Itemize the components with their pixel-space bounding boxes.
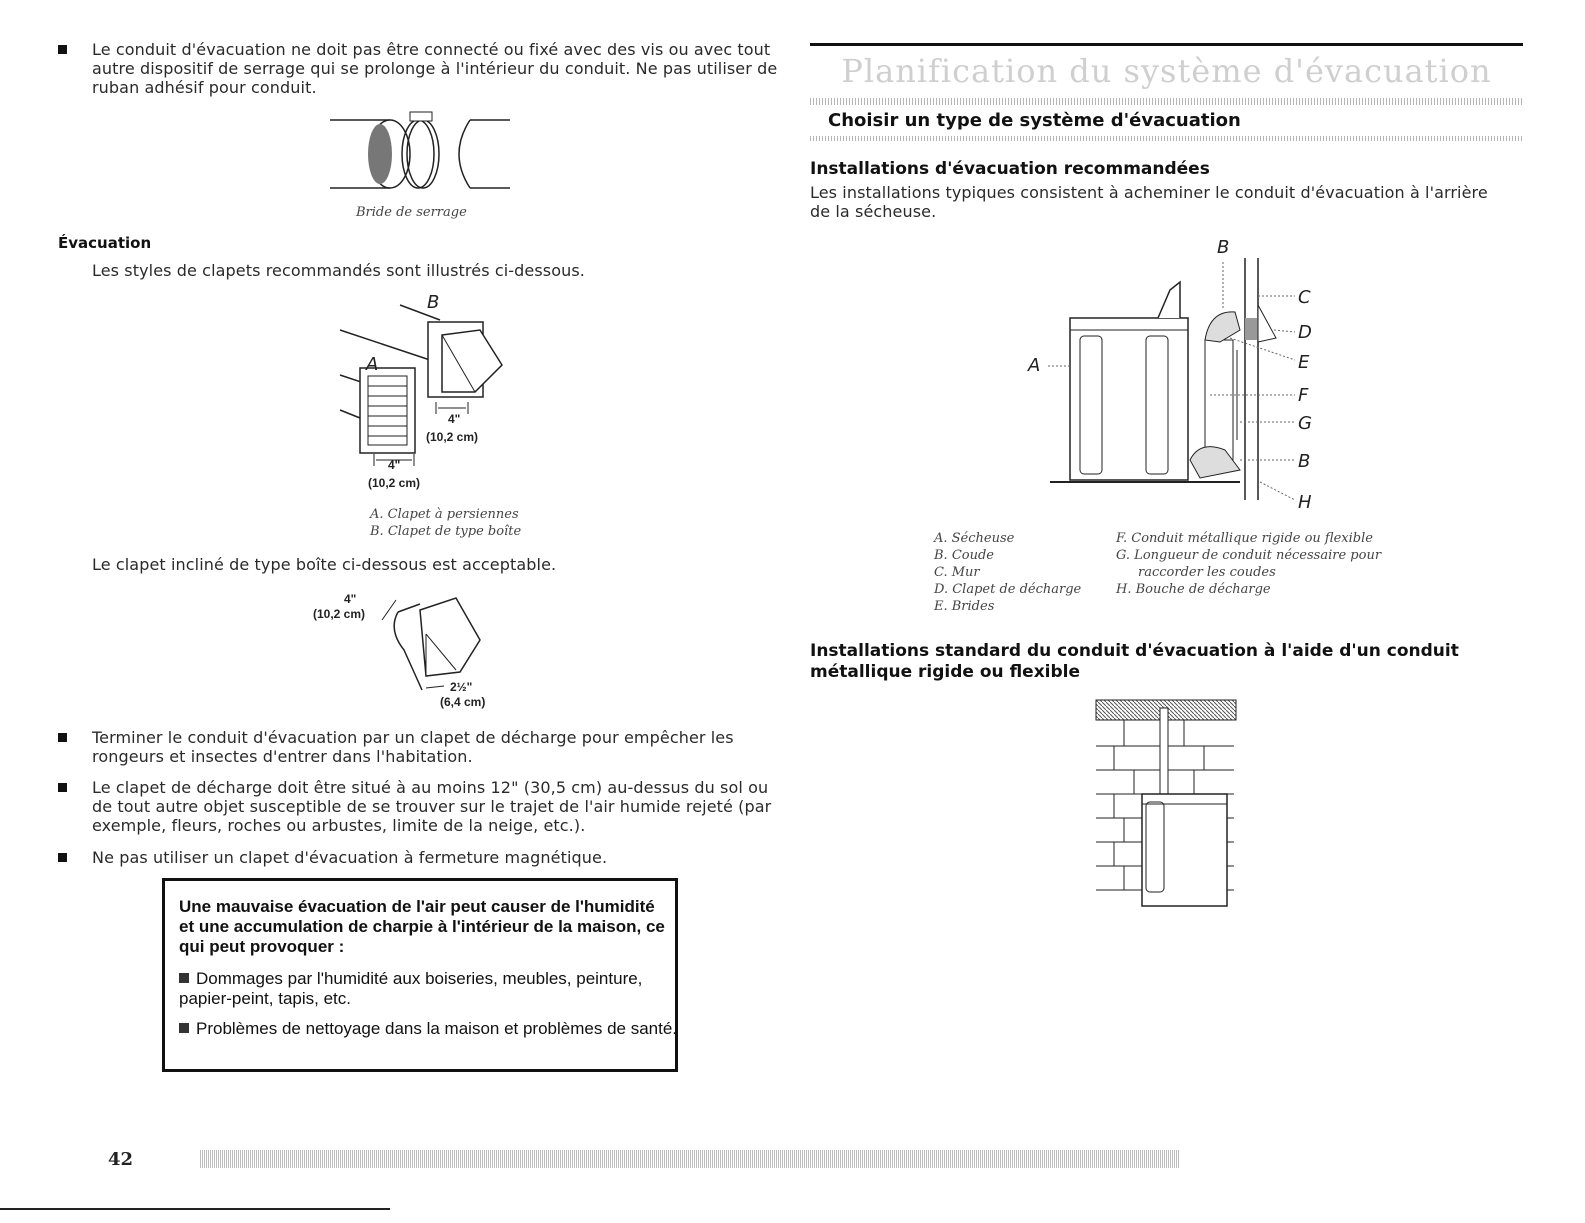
recommended-heading: Installations d'évacuation recommandées — [810, 159, 1210, 179]
section-title-bar — [810, 98, 1523, 105]
bullet-text: Le clapet de décharge doit être situé à au moins 12" (30,5 cm) au-dessus du sol ou de tout autre objet susceptible de se trouver sur le trajet de l'air humide rejeté (par exemple, fleurs, roches ou arbustes, limite de la neige, etc.). — [92, 778, 772, 835]
section-top-rule — [810, 43, 1523, 46]
standard-heading: Installations standard du conduit d'évacuation à l'aide d'un conduit métallique rigide ou flexible — [810, 641, 1459, 682]
footer-bar — [200, 1150, 1180, 1168]
diagram-label-g: G — [1298, 413, 1312, 434]
evacuation-intro: Les styles de clapets recommandés sont illustrés ci-dessous. — [92, 261, 585, 280]
angled-dim-cm-1: (10,2 cm) — [313, 607, 366, 621]
angled-dim-in-2: 2½" — [450, 680, 473, 694]
diagram-label-d: D — [1298, 322, 1312, 343]
hood-dim-in-2: 4" — [388, 458, 401, 472]
bullet-terminate — [58, 728, 778, 766]
bullet-height — [58, 778, 778, 835]
bullet-square-icon — [58, 45, 67, 54]
clamp-illustration — [320, 110, 520, 200]
legend-item: A. Sécheuse — [934, 531, 1015, 546]
legend-item: E. Brides — [934, 599, 995, 614]
angled-hood-illustration — [360, 590, 510, 710]
diagram-label-h: H — [1298, 492, 1312, 513]
hood-label-a: A — [366, 354, 379, 375]
warning-item-text: Dommages par l'humidité aux boiseries, meubles, peinture, papier-peint, tapis, etc. — [179, 969, 643, 1008]
bullet-no-screws — [58, 40, 778, 97]
angled-dim-cm-2: (6,4 cm) — [440, 695, 486, 709]
diagram-label-f: F — [1298, 385, 1309, 406]
bullet-text: Ne pas utiliser un clapet d'évacuation à fermeture magnétique. — [92, 848, 608, 867]
warning-box — [162, 878, 678, 1072]
bullet-square-icon — [179, 1023, 189, 1033]
hood-dim-cm-2: (10,2 cm) — [368, 476, 421, 490]
recommended-text: Les installations typiques consistent à acheminer le conduit d'évacuation à l'arrière de la sécheuse. — [810, 183, 1488, 221]
basement-install-illustration — [1094, 698, 1244, 913]
legend-item: D. Clapet de décharge — [934, 582, 1082, 597]
bullet-square-icon — [58, 783, 67, 792]
diagram-label-e: E — [1298, 352, 1310, 373]
angled-dim-in-1: 4" — [344, 592, 357, 606]
legend-item: C. Mur — [934, 565, 980, 580]
legend-item: B. Coude — [934, 548, 994, 563]
legend-item: raccorder les coudes — [1138, 565, 1276, 580]
legend-left — [934, 530, 1081, 615]
page-number: 42 — [108, 1149, 134, 1170]
bullet-text: Le conduit d'évacuation ne doit pas être connecté ou fixé avec des vis ou avec tout autre dispositif de serrage qui se prolonge à l'intérieur du conduit. Ne pas utiliser de ruban adhésif pour conduit. — [92, 40, 778, 97]
legend-right — [1116, 530, 1381, 598]
hood-dim-cm-1: (10,2 cm) — [426, 430, 479, 444]
angled-hood-intro: Le clapet incliné de type boîte ci-dessous est acceptable. — [92, 555, 557, 574]
diagram-label-b-top: B — [1217, 237, 1230, 258]
legend-item: G. Longueur de conduit nécessaire pour — [1116, 548, 1382, 563]
section-title: Planification du système d'évacuation — [841, 52, 1492, 90]
diagram-label-b-side: B — [1298, 451, 1311, 472]
bullet-square-icon — [179, 973, 189, 983]
evacuation-heading: Évacuation — [58, 234, 152, 252]
warning-item-1 — [179, 969, 679, 1009]
legend-item: H. Bouche de décharge — [1116, 582, 1271, 597]
diagram-label-c: C — [1298, 287, 1311, 308]
bullet-text: Terminer le conduit d'évacuation par un clapet de décharge pour empêcher les rongeurs et insectes d'entrer dans l'habitation. — [92, 728, 734, 766]
warning-item-text: Problèmes de nettoyage dans la maison et problèmes de santé. — [196, 1019, 678, 1038]
clamp-caption: Bride de serrage — [356, 205, 467, 220]
bullet-square-icon — [58, 853, 67, 862]
hoods-caption-b: B. Clapet de type boîte — [370, 524, 522, 539]
legend-item: F. Conduit métallique rigide ou flexible — [1116, 531, 1373, 546]
bullet-square-icon — [58, 733, 67, 742]
footer-rule — [0, 1208, 390, 1210]
hoods-caption-a: A. Clapet à persiennes — [370, 507, 519, 522]
exhaust-diagram — [1040, 250, 1300, 510]
warning-item-2 — [179, 1019, 679, 1039]
hood-label-b: B — [427, 292, 440, 313]
subsection-bar — [810, 136, 1523, 141]
warning-title: Une mauvaise évacuation de l'air peut causer de l'humidité et une accumulation de charpie à l'intérieur de la maison, ce qui peut provoquer : — [179, 897, 665, 956]
vent-hoods-illustration — [330, 300, 520, 470]
diagram-label-a: A — [1028, 355, 1041, 376]
subsection-title: Choisir un type de système d'évacuation — [828, 110, 1241, 131]
bullet-magnetic — [58, 848, 778, 867]
hood-dim-in-1: 4" — [448, 412, 461, 426]
